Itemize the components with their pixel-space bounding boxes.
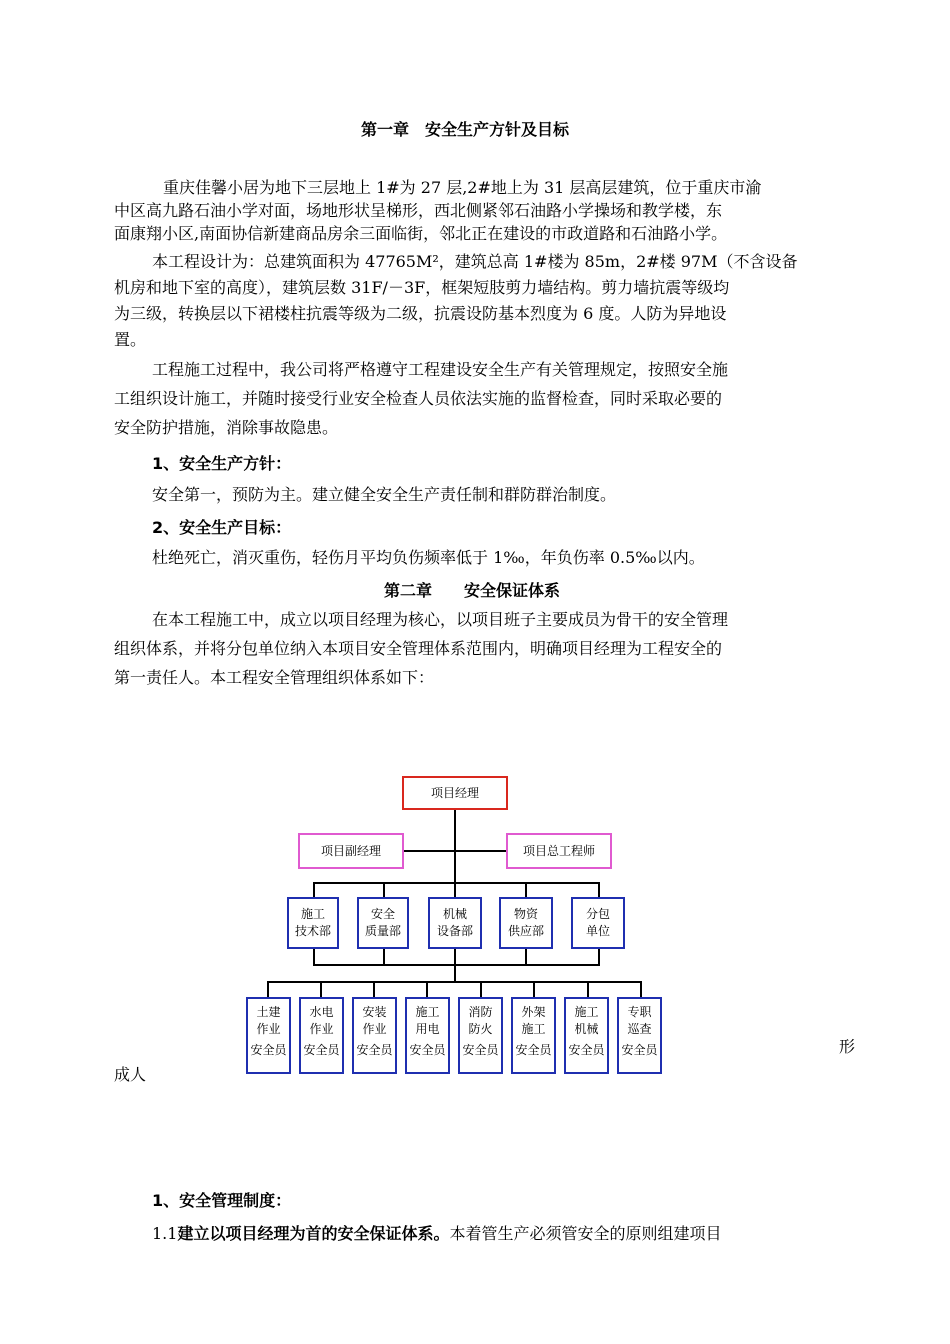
org-node-label: 机械: [442, 907, 467, 921]
paragraph-2-line-3: 为三级，转换层以下裙楼柱抗震等级为二级，抗震设防基本烈度为 6 度。人防为异地设: [114, 304, 727, 323]
paragraph-4-line-2: 组织体系，并将分包单位纳入本项目安全管理体系范围内，明确项目经理为工程安全的: [114, 639, 723, 658]
org-department: [287, 897, 339, 949]
connector: [383, 882, 385, 898]
org-node-label: 物资: [513, 907, 538, 921]
org-node-label: 设备部: [436, 924, 473, 938]
org-safety-officer: [617, 997, 662, 1074]
chapter-2-title: 第二章 安全保证体系: [384, 581, 561, 600]
org-node-label: 安装: [362, 1005, 387, 1019]
paragraph-1-line-3: 面康翔小区,南面协信新建商品房余三面临街，邻北正在建设的市政道路和石油路小学。: [114, 224, 728, 243]
section-3-heading: 1、安全管理制度：: [152, 1191, 292, 1210]
org-node-label: 消防: [468, 1005, 493, 1019]
org-node-label: 安全员: [409, 1043, 446, 1057]
org-node-label: 机械: [574, 1022, 599, 1036]
org-node-label: 分包: [585, 907, 610, 921]
org-node-label: 作业: [362, 1022, 387, 1036]
paragraph-3-line-3: 安全防护措施，消除事故隐患。: [114, 418, 339, 437]
connector: [383, 948, 385, 965]
org-node-label: 技术部: [294, 924, 331, 938]
paragraph-5-number: 1.1: [152, 1224, 178, 1243]
org-safety-officer: [564, 997, 609, 1074]
section-2-text: 杜绝死亡，消灭重伤，轻伤月平均负伤频率低于 1‰，年负伤率 0.5‰以内。: [152, 548, 705, 567]
section-1-text: 安全第一，预防为主。建立健全安全生产责任制和群防群治制度。: [152, 485, 617, 504]
org-deputy-manager: [298, 833, 404, 869]
org-node-label: 安全员: [568, 1043, 605, 1057]
connector: [267, 981, 641, 983]
org-node-label: 安全员: [250, 1043, 287, 1057]
connector: [640, 981, 642, 998]
connector: [454, 964, 456, 982]
stray-text-right: 形: [839, 1037, 856, 1056]
connector: [313, 882, 315, 898]
connector: [598, 948, 600, 965]
org-node-label: 施工: [300, 907, 325, 921]
paragraph-2-line-2: 机房和地下室的高度），建筑层数 31F/－3F，框架短肢剪力墙结构。剪力墙抗震等级均: [114, 278, 730, 297]
org-node-label: 施工: [521, 1022, 546, 1036]
connector: [426, 981, 428, 998]
org-department: [571, 897, 625, 949]
paragraph-3-line-1: 工程施工过程中，我公司将严格遵守工程建设安全生产有关管理规定，按照安全施: [152, 360, 729, 379]
org-node-label: 单位: [585, 924, 610, 938]
org-safety-officer: [458, 997, 503, 1074]
section-2-heading: 2、安全生产目标：: [152, 518, 292, 537]
org-node-label: 作业: [256, 1022, 281, 1036]
paragraph-1-line-1: 重庆佳馨小居为地下三层地上 1#为 27 层,2#地上为 31 层高层建筑，位于重庆市渝: [163, 178, 762, 197]
connector: [313, 882, 600, 884]
connector: [320, 981, 322, 998]
connector: [313, 948, 315, 965]
org-safety-officer: [246, 997, 291, 1074]
connector: [454, 948, 456, 965]
connector: [373, 981, 375, 998]
org-node-label: 作业: [309, 1022, 334, 1036]
paragraph-2-line-1: 本工程设计为：总建筑面积为 47765M²，建筑总高 1#楼为 85m，2#楼 97M（不含设备: [152, 252, 798, 271]
paragraph-4-line-1: 在本工程施工中，成立以项目经理为核心，以项目班子主要成员为骨干的安全管理: [152, 610, 729, 629]
org-safety-officer: [299, 997, 344, 1074]
org-node-label: 施工: [574, 1005, 599, 1019]
org-safety-officer: [405, 997, 450, 1074]
org-node-label: 用电: [415, 1022, 440, 1036]
paragraph-3-line-2: 工组织设计施工，并随时接受行业安全检查人员依法实施的监督检查，同时采取必要的: [114, 389, 723, 408]
paragraph-1-line-2: 中区高九路石油小学对面，场地形状呈梯形，西北侧紧邻石油路小学操场和教学楼，东: [114, 201, 723, 220]
org-node-label: 安全员: [356, 1043, 393, 1057]
org-node-label: 安全员: [515, 1043, 552, 1057]
org-node-label: 防火: [468, 1022, 493, 1036]
stray-text-left: 成人: [114, 1065, 147, 1084]
org-node-label: 项目总工程师: [522, 843, 595, 858]
org-node-label: 水电: [309, 1005, 334, 1019]
org-node-label: 土建: [256, 1005, 281, 1019]
connector: [525, 948, 527, 965]
connector: [533, 981, 535, 998]
connector: [267, 981, 269, 998]
chapter-1-title: 第一章 安全生产方针及目标: [361, 120, 570, 139]
connector: [598, 882, 600, 898]
org-node-label: 项目副经理: [320, 843, 381, 858]
org-node-label: 安全: [370, 907, 395, 921]
org-safety-officer: [511, 997, 556, 1074]
org-node-label: 外架: [521, 1005, 546, 1019]
org-node-label: 施工: [415, 1005, 440, 1019]
paragraph-5: [152, 1219, 721, 1248]
org-node-label: 安全员: [462, 1043, 499, 1057]
connector: [587, 981, 589, 998]
org-node-label: 质量部: [364, 924, 401, 938]
paragraph-5-text: 本着管生产必须管安全的原则组建项目: [449, 1224, 722, 1243]
paragraph-2-line-4: 置。: [114, 330, 147, 349]
org-node-label: 供应部: [507, 924, 544, 938]
org-safety-officer: [352, 997, 397, 1074]
connector: [525, 882, 527, 898]
org-department: [357, 897, 409, 949]
connector: [480, 981, 482, 998]
paragraph-4-line-3: 第一责任人。本工程安全管理组织体系如下：: [114, 668, 435, 687]
org-project-manager: [402, 776, 508, 810]
paragraph-5-bold: 建立以项目经理为首的安全保证体系。: [177, 1224, 450, 1243]
connector: [454, 851, 456, 899]
org-department: [499, 897, 553, 949]
connector: [313, 964, 600, 966]
org-department: [428, 897, 482, 949]
org-node-label: 安全员: [621, 1043, 658, 1057]
section-1-heading: 1、安全生产方针：: [152, 454, 292, 473]
org-chief-engineer: [506, 833, 612, 869]
org-node-label: 项目经理: [430, 785, 479, 800]
org-node-label: 巡查: [627, 1022, 652, 1036]
org-node-label: 安全员: [303, 1043, 340, 1057]
org-node-label: 专职: [627, 1005, 652, 1019]
